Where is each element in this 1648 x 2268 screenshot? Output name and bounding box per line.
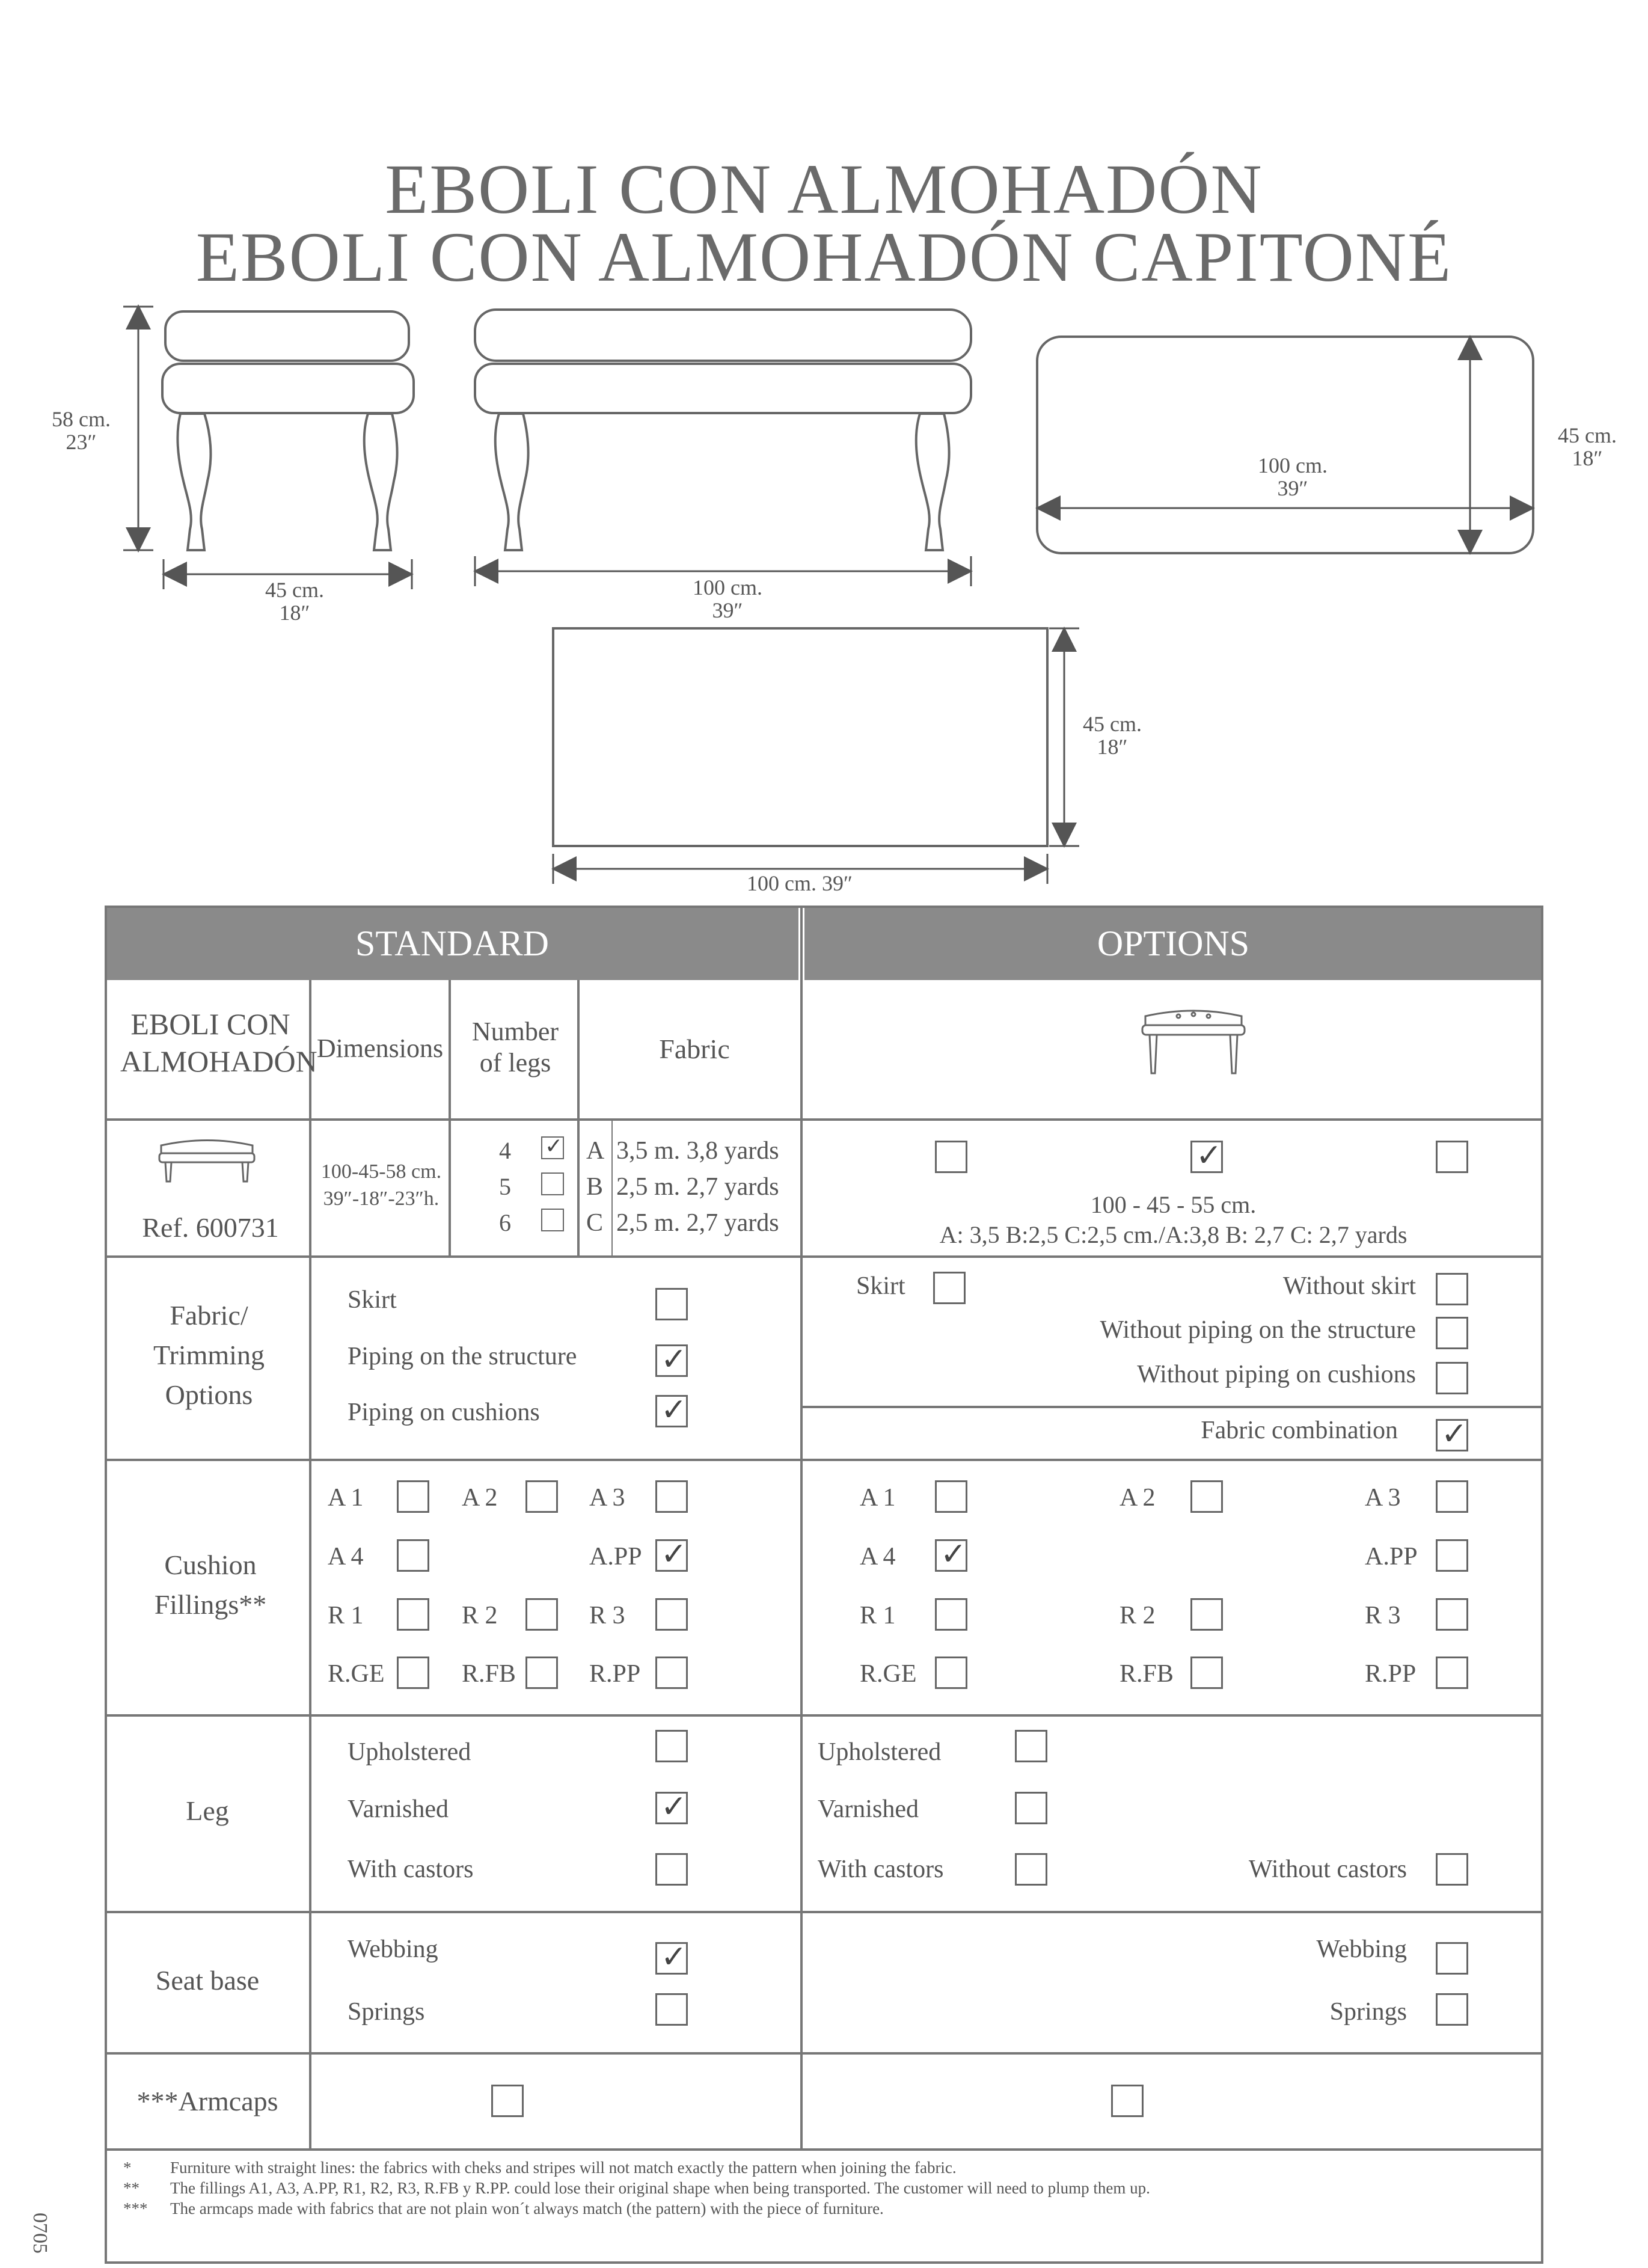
side-width-in: 18″ [279,601,310,625]
opt-rpp-label: R.PP [1365,1660,1417,1688]
top-length-cm: 100 cm. [1258,453,1328,477]
page-subtitle: EBOLI CON ALMOHADÓN CAPITONÉ [195,218,1453,296]
front-width-dimension [667,576,788,622]
std-rpp-label: R.PP [589,1660,641,1688]
std-springs-checkbox[interactable] [655,1993,688,2026]
options-header: OPTIONS [804,907,1542,980]
without-skirt-checkbox[interactable] [1436,1273,1468,1305]
piping-structure-label: Piping on the structure [348,1343,577,1370]
opt-app-checkbox[interactable] [1436,1539,1468,1572]
opt-r3-checkbox[interactable] [1436,1598,1468,1631]
plan-depth-in: 18″ [1097,735,1128,759]
std-a2-checkbox[interactable] [525,1480,558,1513]
fabric-a-code: A [586,1137,605,1165]
fabric-trimming-label: Fabric/ Trimming Options [153,1300,265,1410]
footnote-3-mark: *** [123,2199,148,2217]
fabric-combination-label: Fabric combination [1201,1417,1398,1444]
opt-app-label: A.PP [1365,1543,1418,1571]
front-view-drawing [475,310,971,550]
std-springs-label: Springs [348,1998,425,2026]
opt-rfb-checkbox[interactable] [1190,1657,1223,1689]
opt-r3-label: R 3 [1365,1602,1401,1629]
opt-with-castors-checkbox[interactable] [1015,1853,1047,1886]
opt-a3-checkbox[interactable] [1436,1480,1468,1513]
piping-structure-checkbox[interactable] [655,1344,688,1377]
opt-rfb-label: R.FB [1120,1660,1174,1688]
std-app-label: A.PP [589,1543,642,1571]
footnote-1-mark: * [123,2159,132,2177]
std-rfb-label: R.FB [462,1660,516,1688]
plan-depth-cm: 45 cm. [1083,712,1142,736]
without-piping-cushions-checkbox[interactable] [1436,1362,1468,1394]
opt-webbing-label: Webbing [1316,1935,1407,1963]
footnote-2-mark: ** [123,2179,139,2197]
opt-varnished-checkbox[interactable] [1015,1792,1047,1824]
opt-springs-label: Springs [1329,1998,1407,2026]
side-code: 0705 [29,2213,51,2254]
std-a4-checkbox[interactable] [397,1539,429,1572]
opt-varnished-label: Varnished [818,1795,919,1823]
opt-a3-label: A 3 [1365,1484,1401,1512]
height-in: 23″ [66,430,97,454]
std-a3-label: A 3 [589,1484,625,1512]
without-castors-label: Without castors [1248,1856,1407,1883]
top-depth-dimension [1545,424,1629,470]
legs-4-checkbox[interactable] [541,1136,564,1159]
legs-5-label: 5 [499,1173,511,1200]
opt-r2-label: R 2 [1120,1602,1156,1629]
fabric-c-code: C [586,1209,604,1237]
options-ottoman-thumbnail [1142,1011,1245,1073]
legs-6-checkbox[interactable] [541,1209,564,1231]
std-rge-checkbox[interactable] [397,1657,429,1689]
std-a1-checkbox[interactable] [397,1480,429,1513]
opt-r2-checkbox[interactable] [1190,1598,1223,1631]
opt-r1-checkbox[interactable] [935,1598,967,1631]
piping-cushions-label: Piping on cushions [348,1399,540,1426]
std-a3-checkbox[interactable] [655,1480,688,1513]
opt-with-castors-label: With castors [818,1856,944,1883]
opt-a1-checkbox[interactable] [935,1480,967,1513]
skirt-label: Skirt [348,1286,397,1314]
std-rpp-checkbox[interactable] [655,1657,688,1689]
std-r1-checkbox[interactable] [397,1598,429,1631]
legs-header: Number of legs [471,1017,559,1077]
std-app-checkbox[interactable] [655,1539,688,1572]
std-upholstered-checkbox[interactable] [655,1730,688,1762]
product-ref: Ref. 600731 [142,1212,279,1243]
dims-in: 39″-18″-23″h. [323,1188,440,1210]
fabric-combination-checkbox[interactable] [1436,1419,1468,1451]
options-size-checkbox-3[interactable] [1436,1141,1468,1173]
height-cm: 58 cm. [52,407,111,431]
piping-cushions-checkbox[interactable] [655,1395,688,1427]
height-dimension [42,408,120,453]
opt-armcaps-checkbox[interactable] [1111,2085,1144,2117]
fabric-a-qty: 3,5 m. 3,8 yards [616,1137,779,1165]
technical-drawings [0,0,1648,902]
armcaps-label: ***Armcaps [136,2086,278,2116]
std-varnished-checkbox[interactable] [655,1792,688,1824]
opt-upholstered-label: Upholstered [818,1738,942,1766]
std-armcaps-checkbox[interactable] [491,2085,524,2117]
cushion-fillings-label: Cushion Fillings** [154,1549,267,1620]
opt-skirt-checkbox[interactable] [933,1272,966,1304]
product-thumbnail [159,1141,254,1182]
dims-cm: 100-45-58 cm. [320,1160,442,1183]
plan-view-drawing [553,628,1047,846]
front-width-in: 39″ [712,598,743,622]
top-view-drawing [1037,337,1533,553]
std-r3-checkbox[interactable] [655,1598,688,1631]
legs-6-label: 6 [499,1209,511,1236]
opt-a4-checkbox[interactable] [935,1539,967,1572]
opt-r1-label: R 1 [860,1602,896,1629]
front-width-cm: 100 cm. [693,575,762,599]
legs-5-checkbox[interactable] [541,1172,564,1195]
std-webbing-label: Webbing [348,1935,438,1963]
opt-a2-label: A 2 [1120,1484,1156,1512]
fabric-header: Fabric [659,1034,730,1064]
std-a2-label: A 2 [462,1484,498,1512]
std-r2-label: R 2 [462,1602,498,1629]
opt-a1-label: A 1 [860,1484,896,1512]
opt-rge-checkbox[interactable] [935,1657,967,1689]
side-width-cm: 45 cm. [265,578,324,602]
top-length-in: 39″ [1277,476,1308,500]
opt-upholstered-checkbox[interactable] [1015,1730,1047,1762]
fabric-b-code: B [586,1173,604,1201]
footnote-2-text: The fillings A1, A3, A.PP, R1, R2, R3, R.FB y R.PP. could lose their original shape when being transported. The customer will need to plump them up. [170,2179,1150,2197]
plan-depth-dimension [1067,713,1157,758]
skirt-checkbox[interactable] [655,1288,688,1320]
std-upholstered-label: Upholstered [348,1738,471,1766]
side-width-dimension [240,578,349,624]
options-dims: 100 - 45 - 55 cm. [1090,1191,1257,1218]
top-depth-in: 18″ [1572,446,1603,470]
options-size-checkbox-1[interactable] [935,1141,967,1173]
top-depth-cm: 45 cm. [1558,423,1617,447]
std-rfb-checkbox[interactable] [525,1657,558,1689]
std-a4-label: A 4 [328,1543,364,1571]
without-skirt-label: Without skirt [1282,1272,1416,1300]
std-varnished-label: Varnished [348,1795,449,1823]
fabric-b-qty: 2,5 m. 2,7 yards [616,1173,779,1201]
opt-a4-label: A 4 [860,1543,896,1571]
without-piping-structure-label: Without piping on the structure [1100,1316,1416,1344]
opt-rpp-checkbox[interactable] [1436,1657,1468,1689]
dimensions-header: Dimensions [316,1034,444,1063]
footnote-1-text: Furniture with straight lines: the fabrics with cheks and stripes will not match exactly the pattern when joining the fabric. [170,2159,957,2177]
standard-header: STANDARD [106,907,798,980]
leg-label: Leg [186,1795,229,1826]
std-r1-label: R 1 [328,1602,364,1629]
without-piping-structure-checkbox[interactable] [1436,1317,1468,1349]
product-name-header: EBOLI CON ALMOHADÓN [120,1007,317,1078]
opt-a2-checkbox[interactable] [1190,1480,1223,1513]
seat-base-label: Seat base [155,1965,260,1996]
std-a1-label: A 1 [328,1484,364,1512]
std-webbing-checkbox[interactable] [655,1942,688,1975]
page-title: EBOLI CON ALMOHADÓN [385,150,1263,228]
std-r3-label: R 3 [589,1602,625,1629]
opt-skirt-label: Skirt [856,1272,905,1300]
std-rge-label: R.GE [328,1660,385,1688]
std-r2-checkbox[interactable] [525,1598,558,1631]
legs-4-label: 4 [499,1137,511,1164]
opt-webbing-checkbox[interactable] [1436,1942,1468,1975]
plan-width-dimension: 100 cm. 39″ [747,871,853,895]
options-fabric: A: 3,5 B:2,5 C:2,5 cm./A:3,8 B: 2,7 C: 2,7 yards [939,1221,1408,1248]
std-with-castors-label: With castors [348,1856,474,1883]
options-size-checkbox-2[interactable] [1190,1141,1223,1173]
top-length-dimension [1233,454,1353,500]
fabric-c-qty: 2,5 m. 2,7 yards [616,1209,779,1237]
without-piping-cushions-label: Without piping on cushions [1137,1361,1416,1388]
opt-rge-label: R.GE [860,1660,917,1688]
side-view-drawing [162,311,414,550]
without-castors-checkbox[interactable] [1436,1853,1468,1886]
footnote-3-text: The armcaps made with fabrics that are not plain won´t always match (the pattern) with the piece of furniture. [170,2199,884,2217]
opt-springs-checkbox[interactable] [1436,1993,1468,2026]
std-with-castors-checkbox[interactable] [655,1853,688,1886]
